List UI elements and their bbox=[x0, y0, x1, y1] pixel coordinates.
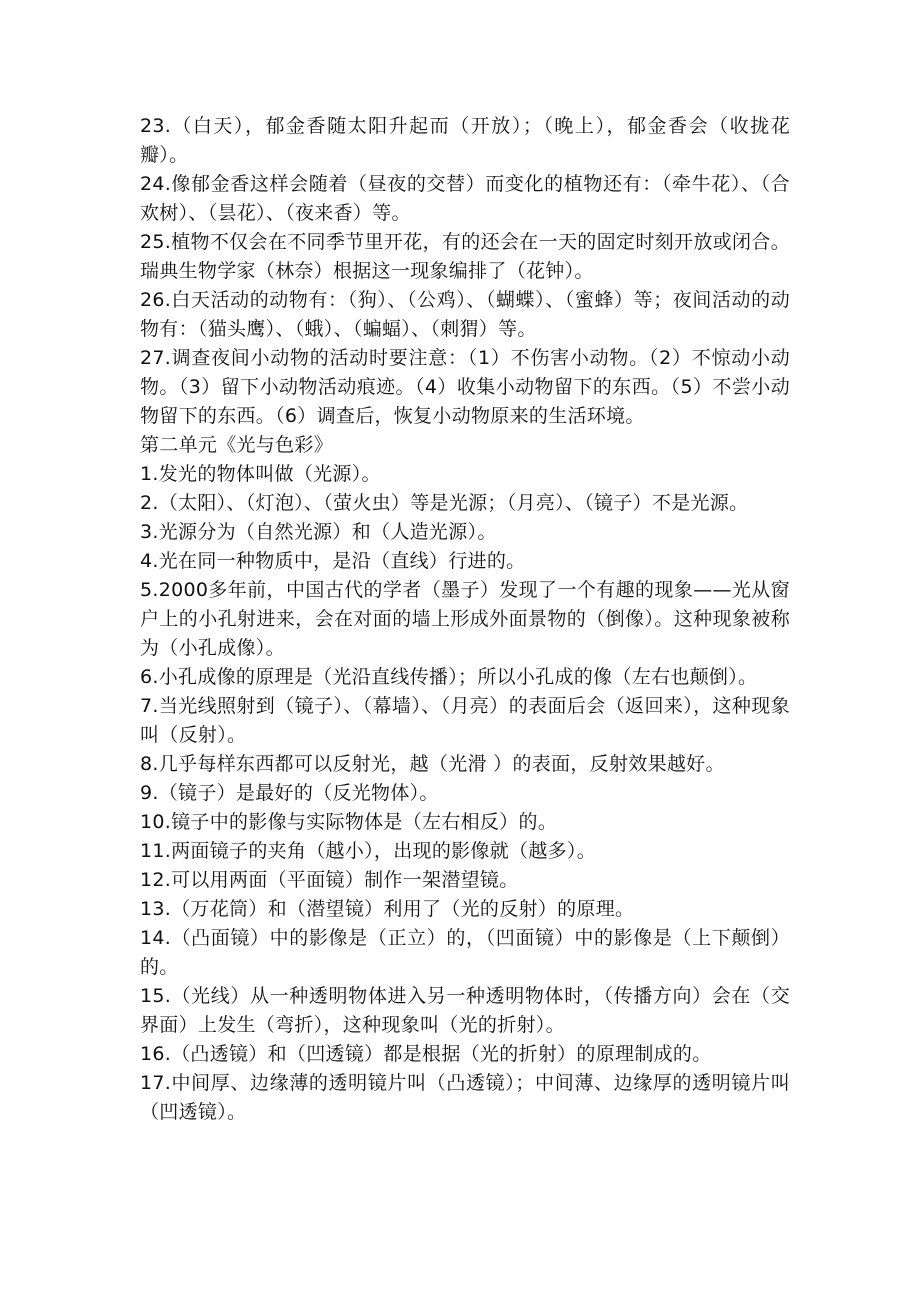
item-25: 25.植物不仅会在不同季节里开花，有的还会在一天的固定时刻开放或闭合。瑞典生物学家（林奈）根据这一现象编排了（花钟）。 bbox=[140, 231, 790, 282]
unit2-item-17: 17.中间厚、边缘薄的透明镜片叫（凸透镜）；中间薄、边缘厚的透明镜片叫（凹透镜）。 bbox=[140, 1072, 790, 1123]
unit2-item-9: 9.（镜子）是最好的（反光物体）。 bbox=[140, 782, 439, 804]
item-24: 24.像郁金香这样会随着（昼夜的交替）而变化的植物还有：（牵牛花）、（合欢树）、（昙花）、（夜来香）等。 bbox=[140, 173, 790, 224]
document-page bbox=[140, 112, 790, 1127]
item-27: 27.调查夜间小动物的活动时要注意：（1）不伤害小动物。（2）不惊动小动物。（3）留下小动物活动痕迹。（4）收集小动物留下的东西。（5）不尝小动物留下的东西。（6）调查后，恢复小动物原来的生活环境。 bbox=[140, 347, 790, 427]
unit2-item-7: 7.当光线照射到（镜子）、（幕墙）、（月亮）的表面后会（返回来），这种现象叫（反射）。 bbox=[140, 695, 790, 746]
unit-2-heading: 第二单元《光与色彩》 bbox=[140, 434, 334, 456]
unit2-item-10: 10.镜子中的影像与实际物体是（左右相反）的。 bbox=[140, 811, 558, 833]
unit2-item-3: 3.光源分为（自然光源）和（人造光源）。 bbox=[140, 521, 497, 543]
unit2-item-5: 5.2000多年前，中国古代的学者（墨子）发现了一个有趣的现象——光从窗户上的小孔射进来，会在对面的墙上形成外面景物的（倒像）。这种现象被称为（小孔成像）。 bbox=[140, 579, 790, 659]
item-26: 26.白天活动的动物有：（狗）、（公鸡）、（蝴蝶）、（蜜蜂）等；夜间活动的动物有：（猫头鹰）、（蛾）、（蝙蝠）、（刺猬）等。 bbox=[140, 289, 790, 340]
item-23: 23.（白天），郁金香随太阳升起而（开放）；（晚上），郁金香会（收拢花瓣）。 bbox=[140, 115, 790, 166]
unit2-item-13: 13.（万花筒）和（潜望镜）利用了（光的反射）的原理。 bbox=[140, 898, 635, 920]
unit2-item-14: 14.（凸面镜）中的影像是（正立）的，（凹面镜）中的影像是（上下颠倒）的。 bbox=[140, 927, 790, 978]
unit2-item-11: 11.两面镜子的夹角（越小），出现的影像就（越多）。 bbox=[140, 840, 597, 862]
unit2-item-16: 16.（凸透镜）和（凹透镜）都是根据（光的折射）的原理制成的。 bbox=[140, 1043, 712, 1065]
unit2-item-8: 8.几乎每样东西都可以反射光，越（光滑 ）的表面，反射效果越好。 bbox=[140, 753, 725, 775]
unit2-item-12: 12.可以用两面（平面镜）制作一架潜望镜。 bbox=[140, 869, 519, 891]
unit2-item-15: 15.（光线）从一种透明物体进入另一种透明物体时，（传播方向）会在（交界面）上发生（弯折），这种现象叫（光的折射）。 bbox=[140, 985, 790, 1036]
unit2-item-1: 1.发光的物体叫做（光源）。 bbox=[140, 463, 381, 485]
unit2-item-6: 6.小孔成像的原理是（光沿直线传播）；所以小孔成的像（左右也颠倒）。 bbox=[140, 666, 758, 688]
unit2-item-4: 4.光在同一种物质中，是沿（直线）行进的。 bbox=[140, 550, 526, 572]
unit2-item-2: 2.（太阳）、（灯泡）、（萤火虫）等是光源；（月亮）、（镜子）不是光源。 bbox=[140, 492, 749, 514]
